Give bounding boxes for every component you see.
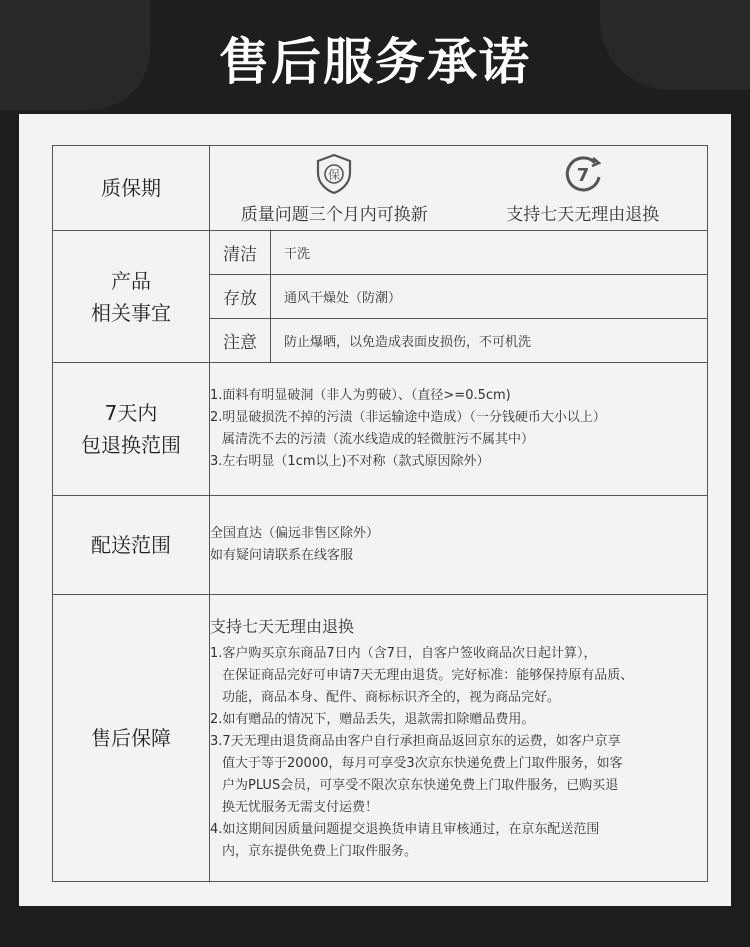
product-label [53, 231, 210, 363]
list-item: 2.明显破损洗不掉的污渍（非运输途中造成）（一分钱硬币大小以上） [210, 410, 606, 425]
list-item: 如有疑问请联系在线客服 [210, 548, 354, 563]
table-row [210, 231, 707, 275]
detail-key: 清洁 [210, 231, 271, 275]
svg-text:7: 7 [576, 164, 590, 186]
product-row [53, 231, 708, 363]
return-scope-details [210, 363, 708, 496]
list-item: 2.如有赠品的情况下，赠品丢失，退款需扣除赠品费用。 [210, 712, 535, 727]
after-sales-label: 售后保障 [53, 595, 210, 882]
service-table [52, 145, 708, 882]
shield-icon [314, 152, 354, 196]
warranty-cell [210, 146, 708, 231]
warranty-label: 质保期 [53, 146, 210, 231]
detail-value: 干洗 [271, 231, 708, 275]
page-title: 售后服务承诺 [219, 33, 531, 91]
after-sales-row [53, 595, 708, 882]
list-item: 1.客户购买京东商品7日内（含7日，自客户签收商品次日起计算）， [210, 646, 597, 661]
return-scope-row [53, 363, 708, 496]
detail-key: 注意 [210, 319, 271, 363]
list-item: 4.如这期间因质量问题提交退换货申请且审核通过，在京东配送范围 [210, 822, 600, 837]
list-item: 内，京东提供免费上门取件服务。 [222, 844, 418, 859]
detail-value: 通风干燥处（防潮） [271, 275, 708, 319]
after-sales-heading: 支持七天无理由退换 [210, 617, 355, 636]
detail-key: 存放 [210, 275, 271, 319]
table-row [210, 275, 707, 319]
warranty-item-text: 支持七天无理由退换 [506, 204, 660, 225]
delivery-row [53, 496, 708, 595]
product-details [210, 231, 707, 362]
list-item: 值大于等于20000，每月可享受3次京东快递免费上门取件服务，如客 [222, 756, 623, 771]
list-item: 3.7天无理由退货商品由客户自行承担商品返回京东的运费，如客户京享 [210, 734, 621, 749]
product-label-line: 相关事宜 [91, 300, 171, 325]
warranty-item [210, 146, 459, 230]
list-item: 在保证商品完好可申请7天无理由退货。完好标准：能够保持原有品质、 [222, 668, 634, 683]
after-sales-details [210, 595, 708, 882]
return-scope-label-line: 7天内 [104, 401, 158, 425]
warranty-item [459, 146, 708, 230]
list-item: 换无忧服务无需支付运费！ [222, 800, 379, 815]
list-item: 3.左右明显（1cm以上)不对称（款式原因除外） [210, 454, 490, 469]
list-item: 属清洗不去的污渍（流水线造成的轻微脏污不属其中） [222, 432, 535, 447]
return-scope-label-line: 包退换范围 [81, 433, 181, 457]
list-item: 户为PLUS会员，可享受不限次京东快递免费上门取件服务，已购买退 [222, 778, 619, 793]
detail-value: 防止爆晒，以免造成表面皮损伤，不可机洗 [284, 335, 532, 350]
list-item: 功能，商品本身、配件、商标标识齐全的，视为商品完好。 [222, 690, 561, 705]
list-item: 1.面料有明显破洞（非人为剪破）、（直径>=0.5cm) [210, 388, 511, 403]
list-item: 全国直达（偏远非售区除外） [210, 526, 380, 541]
return-scope-label [53, 363, 210, 496]
svg-text:保: 保 [328, 167, 341, 182]
warranty-item-text: 质量问题三个月内可换新 [240, 204, 428, 225]
delivery-label: 配送范围 [53, 496, 210, 595]
product-label-line: 产品 [111, 268, 151, 293]
warranty-row [53, 146, 708, 231]
seven-day-icon [562, 152, 604, 196]
table-row [210, 319, 707, 363]
delivery-details [210, 496, 708, 595]
product-details-cell [210, 231, 708, 363]
